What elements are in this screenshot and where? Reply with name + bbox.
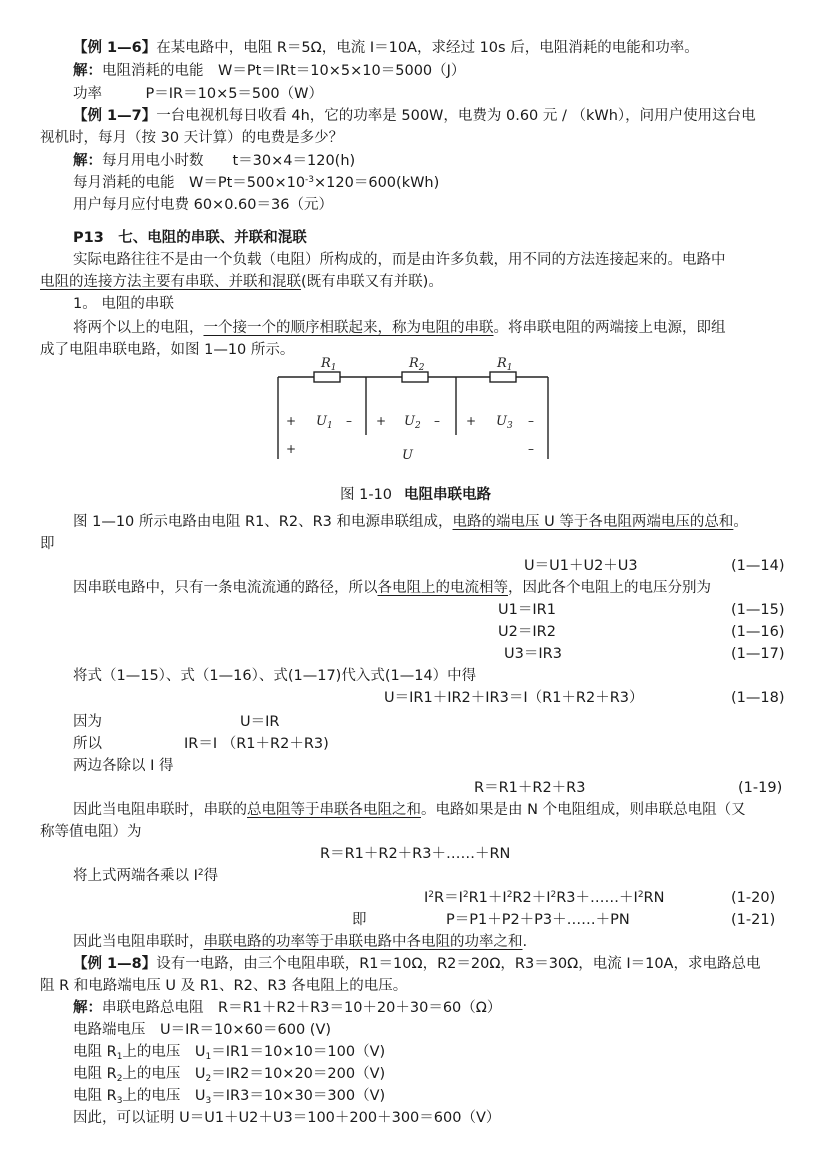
paragraph-text: 。将串联电阻的两端接上电源，即组 <box>493 320 726 336</box>
equation-total-resistance-n: R＝R1＋R2＋R3＋……＋RN <box>320 846 511 862</box>
body-paragraph-3 <box>73 512 748 532</box>
example-1-8-solution-u2 <box>73 1064 385 1084</box>
example-label: 【例 1—8】 <box>73 956 157 972</box>
label-u2: $U_2$ <box>404 414 421 431</box>
question-text: 一台电视机每日收看 4h，它的功率是 500W，电费为 0.60 元 / （kWh），问用户使用这台电 <box>156 108 756 124</box>
example-1-7-question-line2: 视机时，每月（按 30 天计算）的电费是多少？ <box>40 130 344 146</box>
paragraph-text: 因此当电阻串联时， <box>73 934 204 950</box>
paragraph-text: 。电路如果是由 N 个电阻组成，则串联总电阻（又 <box>421 802 746 818</box>
equation-number-1-16: (1—16) <box>731 624 785 640</box>
superscript: 2 <box>506 890 513 900</box>
example-1-8-solution-terminal-voltage: 电路端电压 U＝IR＝10×60＝600 (V) <box>73 1022 332 1038</box>
solution-text: 电阻 R <box>73 1066 117 1082</box>
example-1-8-solution-total-resistance <box>73 998 501 1018</box>
underlined-text: 电阻的连接方法主要有串联、并联和混联 <box>40 274 301 290</box>
eq-part: I <box>424 890 429 906</box>
example-1-8-solution-u3 <box>73 1086 385 1106</box>
section-paragraph-2b: 成了电阻串联电路，如图 1—10 所示。 <box>40 342 295 358</box>
paragraph-text: 将两个以上的电阻， <box>73 320 204 336</box>
paragraph-text: 图 1—10 所示电路由电阻 R1、R2、R3 和电源串联组成， <box>73 514 453 530</box>
equation-number-1-15: (1—15) <box>731 602 785 618</box>
eq-part: RN <box>643 890 665 906</box>
superscript: 2 <box>550 890 557 900</box>
example-1-6-solution-energy <box>73 61 465 81</box>
solution-text: 电阻消耗的电能 W＝Pt＝I <box>102 63 281 79</box>
solution-text: 功率 P＝I <box>73 86 174 102</box>
equation-1-20 <box>424 888 664 908</box>
resistor-r1 <box>314 372 340 382</box>
solution-label: 解： <box>73 1000 102 1016</box>
so-label: 所以 <box>73 736 102 752</box>
label-r3: $R_1$ <box>497 356 513 373</box>
solution-text: 每月消耗的电能 W＝Pt＝500×10 <box>73 175 306 191</box>
question-text: 在某电路中，电阻 R＝5Ω，电流 I＝10A，求经过 10s 后，电阻消耗的电能和功率。 <box>156 40 699 56</box>
superscript: 2 <box>428 890 435 900</box>
section-paragraph-1b <box>40 272 443 292</box>
figure-caption <box>340 485 491 505</box>
equation-number-1-14: (1—14) <box>731 558 785 574</box>
equation-number-1-21: (1-21) <box>731 912 776 928</box>
solution-text: ×5×10＝5000（J） <box>328 63 466 79</box>
subscript: 2 <box>116 1074 123 1084</box>
label-u3: $U_3$ <box>496 414 513 431</box>
equation-1-18: U＝IR1＋IR2＋IR3＝I（R1＋R2＋R3） <box>384 690 644 706</box>
u-plus: + <box>286 442 297 456</box>
so-equation: IR＝I （R1＋R2＋R3) <box>184 736 329 752</box>
label-r1: $R_1$ <box>321 356 337 373</box>
caption-text: 电阻串联电路 <box>404 487 492 503</box>
resistor-r2 <box>402 372 428 382</box>
body-paragraph-6 <box>73 800 746 820</box>
caption-number: 图 1-10 <box>340 487 393 503</box>
body-paragraph-6b: 称等值电阻）为 <box>40 824 142 840</box>
equation-1-19: R＝R1＋R2＋R3 <box>474 780 586 796</box>
equation-1-14: U＝U1＋U2＋U3 <box>524 558 638 574</box>
label-r2: $R_2$ <box>409 356 425 373</box>
u2-plus: + <box>376 414 387 428</box>
body-paragraph-3b: 即 <box>40 536 55 552</box>
example-1-7-solution-cost: 用户每月应付电费 60×0.60＝36（元） <box>73 197 333 213</box>
equation-1-21: P＝P1＋P2＋P3＋……＋PN <box>446 912 630 928</box>
eq-part: R2＋I <box>512 890 551 906</box>
example-label: 【例 1—7】 <box>73 108 157 124</box>
paragraph-text: ，因此各个电阻上的电压分别为 <box>508 580 711 596</box>
because-equation: U＝IR <box>240 714 280 730</box>
solution-text: ×5＝500（W） <box>216 86 323 102</box>
example-1-8-solution-u1 <box>73 1042 385 1062</box>
subscript: 3 <box>205 1096 212 1106</box>
example-label: 【例 1—6】 <box>73 40 157 56</box>
solution-text: 每月用电小时数 t＝30×4＝120(h) <box>102 153 356 169</box>
divide-text: 两边各除以 I 得 <box>73 758 174 774</box>
label-u1: $U_1$ <box>316 414 333 431</box>
section-paragraph-1a: 实际电路往往不是由一个负载（电阻）所构成的，而是由许多负载，用不同的方法连接起来的。电路中 <box>73 252 726 268</box>
underlined-text: 各电阻上的电流相等 <box>377 580 508 596</box>
eq-part: R1＋I <box>468 890 507 906</box>
example-1-6-solution-power <box>73 84 323 104</box>
example-1-6-question <box>73 38 699 58</box>
solution-text: R＝10 <box>173 86 217 102</box>
series-circuit-diagram <box>270 355 560 465</box>
subscript: 2 <box>205 1074 212 1084</box>
solution-text: ＝IR3＝10×30＝300（V) <box>211 1088 386 1104</box>
example-1-7-question-line1 <box>73 106 756 126</box>
paragraph-text: 。 <box>733 514 748 530</box>
u2-minus: – <box>434 414 440 428</box>
underlined-text: 一个接一个的顺序相联起来，称为电阻的串联 <box>203 320 494 336</box>
ji-label: 即 <box>352 912 367 928</box>
solution-text: 上的电压 U <box>122 1044 206 1060</box>
equation-1-16: U2＝IR2 <box>498 624 556 640</box>
solution-text: ×120＝600(kWh) <box>314 175 440 191</box>
solution-text: 串联电路总电阻 R＝R1＋R2＋R3＝10＋20＋30＝60（Ω） <box>102 1000 502 1016</box>
body-paragraph-5: 将式（1—15）、式（1—16）、式(1—17)代入式(1—14）中得 <box>73 668 477 684</box>
subscript: 1 <box>205 1052 212 1062</box>
equation-number-1-19: (1-19) <box>738 780 783 796</box>
body-paragraph-4 <box>73 578 711 598</box>
equation-number-1-20: (1-20) <box>731 890 776 906</box>
equation-number-1-18: (1—18) <box>731 690 785 706</box>
solution-text: 电阻 R <box>73 1044 117 1060</box>
u-minus: – <box>528 442 534 456</box>
equation-1-17: U3＝IR3 <box>504 646 562 662</box>
because-label: 因为 <box>73 714 102 730</box>
paragraph-text: 将上式两端各乘以 I <box>73 868 198 884</box>
example-1-8-conclusion: 因此，可以证明 U＝U1＋U2＋U3＝100＋200＋300＝600（V） <box>73 1110 501 1126</box>
superscript: 2 <box>462 890 469 900</box>
paragraph-text: 因串联电路中，只有一条电流流通的路径，所以 <box>73 580 378 596</box>
solution-text: ＝IR1＝10×10＝100（V) <box>211 1044 386 1060</box>
equation-number-1-17: (1—17) <box>731 646 785 662</box>
paragraph-text: 因此当电阻串联时，串联的 <box>73 802 247 818</box>
resistor-r3 <box>490 372 516 382</box>
underlined-text: 电路的端电压 U 等于各电阻两端电压的总和 <box>452 514 734 530</box>
u3-plus: + <box>466 414 477 428</box>
underlined-text: 串联电路的功率等于串联电路中各电阻的功率之和 <box>203 934 523 950</box>
solution-text: 上的电压 U <box>122 1066 206 1082</box>
eq-part: R3＋……＋I <box>556 890 638 906</box>
solution-text: 上的电压 U <box>122 1088 206 1104</box>
body-paragraph-8 <box>73 932 527 952</box>
example-1-7-solution-hours <box>73 151 355 171</box>
solution-label: 解： <box>73 153 102 169</box>
section-paragraph-2a <box>73 318 726 338</box>
solution-text: Rt＝10 <box>280 63 329 79</box>
section-title: P13 七、电阻的串联、并联和混联 <box>73 230 307 246</box>
example-1-7-solution-energy <box>73 173 439 193</box>
example-1-8-question-line1 <box>73 954 760 974</box>
eq-part: R＝I <box>434 890 463 906</box>
paragraph-text: . <box>522 934 528 950</box>
question-text: 设有一电路，由三个电阻串联，R1＝10Ω，R2＝20Ω，R3＝30Ω，电流 I＝10A，求电路总电 <box>156 956 761 972</box>
paragraph-text: (既有串联又有并联)。 <box>301 274 443 290</box>
superscript: 2 <box>197 868 204 878</box>
label-u: U <box>402 448 413 463</box>
solution-text: 电阻 R <box>73 1088 117 1104</box>
superscript: -3 <box>305 175 315 185</box>
underlined-text: 总电阻等于串联各电阻之和 <box>247 802 421 818</box>
equation-1-15: U1＝IR1 <box>498 602 556 618</box>
subscript: 3 <box>116 1096 123 1106</box>
paragraph-text: 得 <box>203 868 219 884</box>
u1-minus: – <box>346 414 352 428</box>
example-1-8-question-line2: 阻 R 和电路端电压 U 及 R1、R2、R3 各电阻上的电压。 <box>40 978 408 994</box>
solution-label: 解： <box>73 63 102 79</box>
body-paragraph-7 <box>73 866 218 886</box>
subscript: 1 <box>116 1052 123 1062</box>
solution-text: ＝IR2＝10×20＝200（V) <box>211 1066 386 1082</box>
u1-plus: + <box>286 414 297 428</box>
subsection-item-1: 1。 电阻的串联 <box>73 296 174 312</box>
superscript: 2 <box>637 890 644 900</box>
u3-minus: – <box>528 414 534 428</box>
